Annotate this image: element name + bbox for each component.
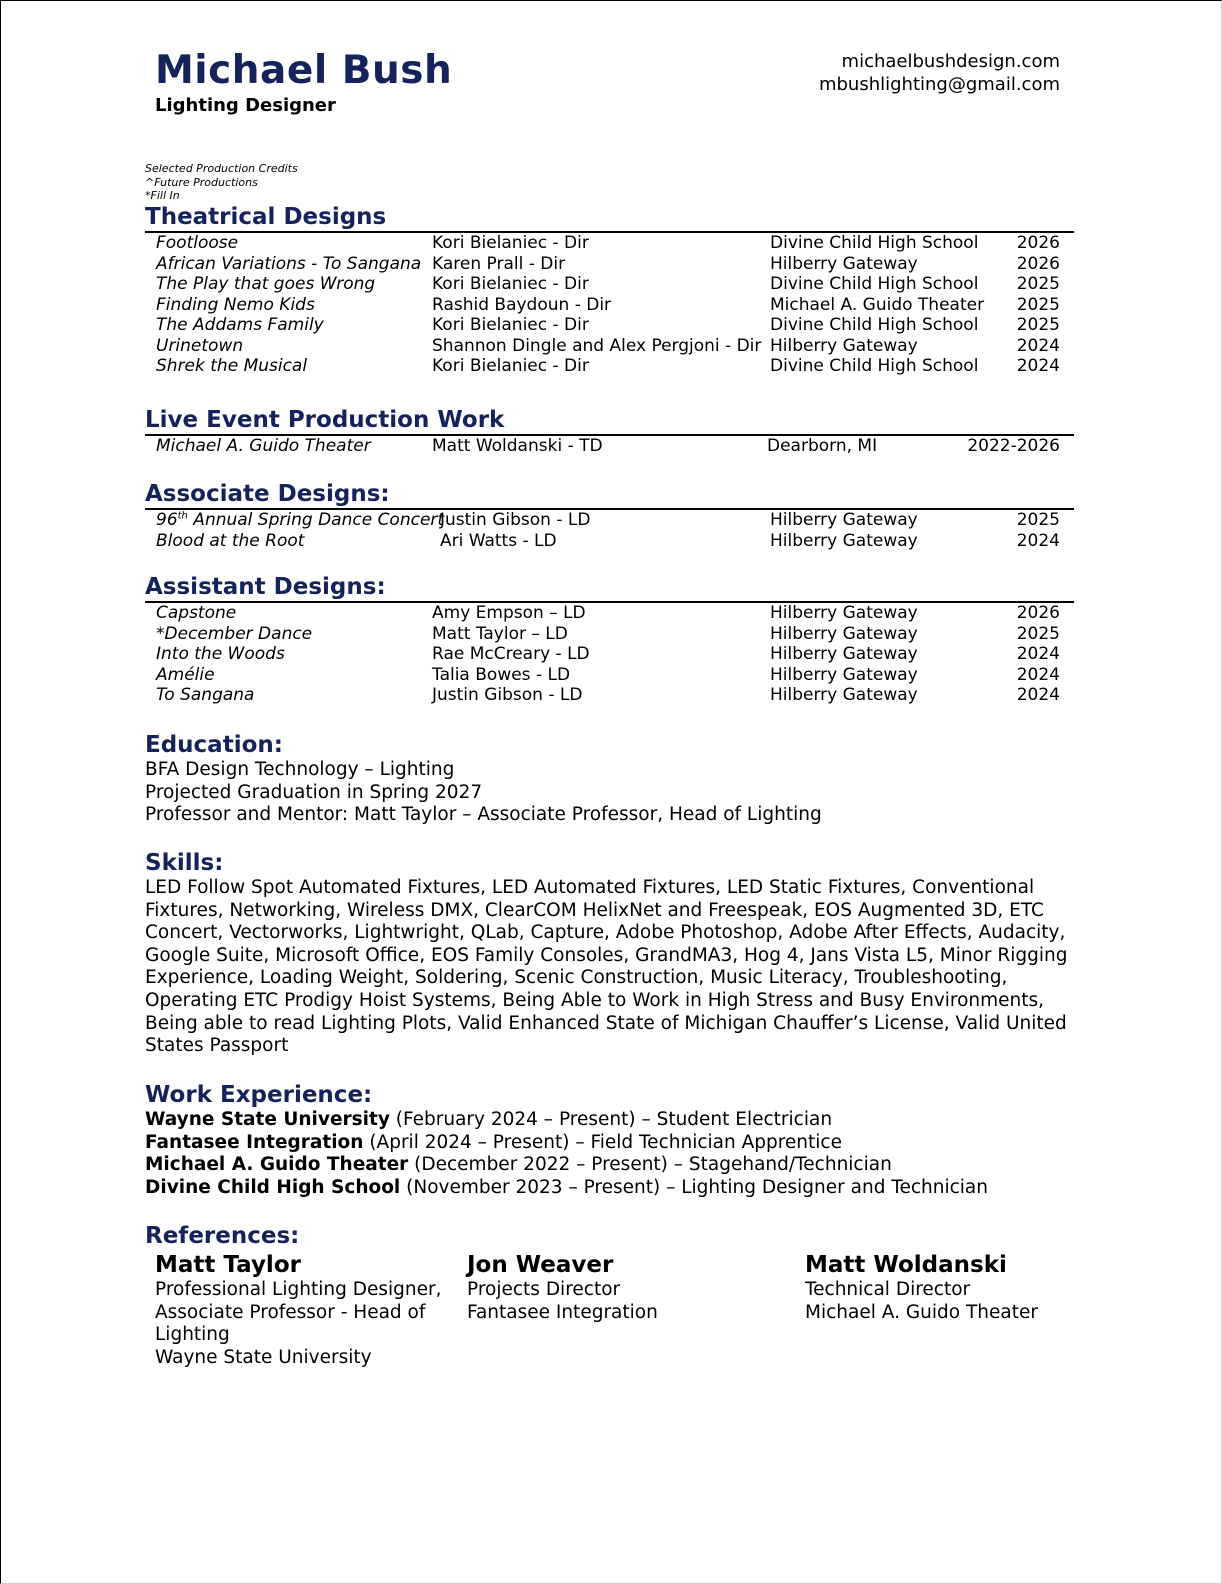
reference-line: Technical Director <box>805 1279 971 1300</box>
live-event-section <box>145 406 1074 457</box>
credit-row <box>145 644 1074 665</box>
supervisor: Matt Woldanski - TD <box>432 436 603 456</box>
production-title: Footloose <box>156 233 239 253</box>
year: 2024 <box>1016 335 1060 356</box>
year: 2026 <box>1016 233 1060 253</box>
credit-row <box>145 356 1074 377</box>
director: Kori Bielaniec - Dir <box>432 356 589 376</box>
venue: Divine Child High School <box>770 274 979 294</box>
venue: Hilberry Gateway <box>770 623 918 644</box>
production-title: The Play that goes Wrong <box>156 274 376 294</box>
year: 2025 <box>1016 315 1060 335</box>
venue: Hilberry Gateway <box>770 335 918 356</box>
credit-row <box>145 295 1074 316</box>
year: 2025 <box>1016 623 1060 644</box>
venue: Hilberry Gateway <box>770 685 918 705</box>
note-line: ^Future Productions <box>145 175 258 189</box>
director: Kori Bielaniec - Dir <box>432 233 589 253</box>
lighting-designer: Matt Taylor – LD <box>432 623 568 644</box>
production-title: Urinetown <box>156 335 244 356</box>
reference-line: Associate Professor - Head of <box>155 1301 426 1323</box>
venue: Michael A. Guido Theater <box>770 294 985 315</box>
reference-card <box>805 1252 1065 1324</box>
year: 2024 <box>1016 530 1060 551</box>
associate-section <box>145 480 1074 551</box>
work-section <box>145 1081 1074 1199</box>
reference-line: Projects Director <box>467 1279 621 1300</box>
work-item <box>145 1132 1074 1155</box>
employer: Wayne State University <box>145 1109 390 1130</box>
work-item <box>145 1177 1074 1200</box>
year: 2024 <box>1016 356 1060 376</box>
work-detail: (December 2022 – Present) – Stagehand/Technician <box>408 1154 892 1176</box>
production-title: Finding Nemo Kids <box>156 294 315 315</box>
references-list <box>145 1252 1074 1377</box>
reference-name: Jon Weaver <box>467 1252 614 1278</box>
note-line: Selected Production Credits <box>145 162 298 175</box>
year: 2024 <box>1016 644 1060 664</box>
education-details <box>145 759 1074 827</box>
lighting-designer: Ari Watts - LD <box>440 530 557 551</box>
title-text: Annual Spring Dance Concert <box>187 510 445 530</box>
lighting-designer: Justin Gibson - LD <box>432 685 583 705</box>
education-line: BFA Design Technology – Lighting <box>145 759 455 780</box>
credit-row <box>145 665 1074 686</box>
production-title: Into the Woods <box>156 644 285 664</box>
references-section <box>145 1222 1074 1377</box>
production-title <box>156 510 444 531</box>
section-heading: Theatrical Designs <box>145 204 387 230</box>
lighting-designer: Amy Empson – LD <box>432 603 586 623</box>
ordinal-number: 96 <box>156 510 178 530</box>
director: Shannon Dingle and Alex Pergjoni - Dir <box>432 335 762 356</box>
venue: Hilberry Gateway <box>770 644 918 664</box>
credit-row <box>145 336 1074 357</box>
work-detail: (February 2024 – Present) – Student Electrician <box>389 1109 833 1130</box>
assistant-section <box>145 573 1074 706</box>
venue: Divine Child High School <box>770 233 979 253</box>
education-line: Professor and Mentor: Matt Taylor – Associate Professor, Head of Lighting <box>145 804 822 826</box>
skills-section <box>145 849 1074 1058</box>
credit-notes <box>145 162 298 203</box>
production-title: African Variations - To Sangana <box>156 253 422 274</box>
section-heading: Live Event Production Work <box>145 407 505 433</box>
reference-card <box>467 1252 767 1324</box>
director: Karen Prall - Dir <box>432 253 566 274</box>
credit-row <box>145 531 1074 552</box>
email-link[interactable]: mbushlighting@gmail.com <box>818 74 1060 95</box>
reference-line: Michael A. Guido Theater <box>805 1301 1038 1323</box>
director: Rashid Baydoun - Dir <box>432 294 612 315</box>
section-heading: Skills: <box>145 850 224 876</box>
note-line: *Fill In <box>145 189 180 202</box>
lighting-designer: Justin Gibson - LD <box>440 510 591 530</box>
credit-row <box>145 315 1074 336</box>
reference-name: Matt Woldanski <box>805 1252 1007 1278</box>
year: 2022-2026 <box>967 436 1060 456</box>
venue: Divine Child High School <box>770 315 979 335</box>
section-heading: Associate Designs: <box>145 481 390 507</box>
education-section <box>145 731 1074 827</box>
year: 2026 <box>1016 603 1060 623</box>
reference-line: Fantasee Integration <box>467 1301 658 1323</box>
section-heading: Work Experience: <box>145 1082 373 1108</box>
production-title: To Sangana <box>156 685 255 705</box>
section-heading: Education: <box>145 732 283 758</box>
reference-line: Wayne State University <box>155 1346 372 1368</box>
ordinal-suffix: th <box>177 510 188 522</box>
reference-name: Matt Taylor <box>155 1252 301 1278</box>
year: 2024 <box>1016 664 1060 685</box>
employer: Divine Child High School <box>145 1176 401 1198</box>
year: 2025 <box>1016 294 1060 315</box>
location: Dearborn, MI <box>767 436 878 456</box>
lighting-designer: Talia Bowes - LD <box>432 664 571 685</box>
work-item <box>145 1154 1074 1177</box>
credit-row <box>145 233 1074 254</box>
production-title: The Addams Family <box>156 315 324 335</box>
education-line: Projected Graduation in Spring 2027 <box>145 781 483 803</box>
year: 2025 <box>1016 510 1060 530</box>
section-heading: References: <box>145 1223 300 1249</box>
production-title: *December Dance <box>156 623 313 644</box>
director: Kori Bielaniec - Dir <box>432 315 589 335</box>
production-title: Blood at the Root <box>156 530 305 551</box>
venue: Hilberry Gateway <box>770 603 918 623</box>
credit-table <box>145 233 1074 377</box>
resume-name: Michael Bush <box>155 48 453 93</box>
resume-title: Lighting Designer <box>155 95 336 116</box>
credit-row <box>145 685 1074 706</box>
venue: Hilberry Gateway <box>770 253 918 274</box>
production-title: Amélie <box>156 664 215 685</box>
work-item <box>145 1109 1074 1132</box>
credit-row <box>145 603 1074 624</box>
venue: Hilberry Gateway <box>770 664 918 685</box>
credit-row <box>145 510 1074 531</box>
credit-row <box>145 254 1074 275</box>
theatrical-section <box>145 203 1074 377</box>
director: Kori Bielaniec - Dir <box>432 274 589 294</box>
skills-text: LED Follow Spot Automated Fixtures, LED Automated Fixtures, LED Static Fixtures, Conventional Fixtures, Networking, Wireless DMX, ClearCOM HelixNet and Freespeak, EOS Augmented 3D, ETC Concert, Vectorworks, Lightwright, QLab, Capture, Adobe Photoshop, Adobe After Effects, Audacity, Google Suite, Microsoft Office, EOS Family Consoles, GrandMA3, Hog 4, Jans Vista L5, Minor Rigging Experience, Loading Weight, Soldering, Scenic Construction, Music Literacy, Troubleshooting, Operating ETC Prodigy Hoist Systems, Being Able to Work in High Stress and Busy Environments, Being able to read Lighting Plots, Valid Enhanced State of Michigan Chauffer’s License, Valid United States Passport <box>145 877 1068 1057</box>
venue: Hilberry Gateway <box>770 530 918 551</box>
venue: Hilberry Gateway <box>770 510 918 530</box>
venue: Divine Child High School <box>770 356 979 376</box>
reference-line: Professional Lighting Designer, <box>155 1279 442 1300</box>
credit-row <box>145 274 1074 295</box>
employer: Michael A. Guido Theater <box>145 1154 409 1176</box>
reference-card <box>155 1252 455 1369</box>
section-heading: Assistant Designs: <box>145 574 386 600</box>
year: 2024 <box>1016 685 1060 705</box>
work-detail: (November 2023 – Present) – Lighting Designer and Technician <box>400 1176 988 1198</box>
year: 2026 <box>1016 253 1060 274</box>
production-title: Capstone <box>156 603 237 623</box>
contact-block <box>819 50 1060 96</box>
credit-row <box>145 624 1074 645</box>
work-list <box>145 1109 1074 1199</box>
work-detail: (April 2024 – Present) – Field Technician Apprentice <box>363 1131 842 1153</box>
website-link[interactable]: michaelbushdesign.com <box>841 51 1060 72</box>
production-title: Shrek the Musical <box>156 356 308 376</box>
reference-line: Lighting <box>155 1324 230 1346</box>
year: 2025 <box>1016 274 1060 294</box>
credit-row <box>145 436 1074 457</box>
lighting-designer: Rae McCreary - LD <box>432 644 590 664</box>
venue-name: Michael A. Guido Theater <box>156 436 371 456</box>
employer: Fantasee Integration <box>145 1131 364 1153</box>
